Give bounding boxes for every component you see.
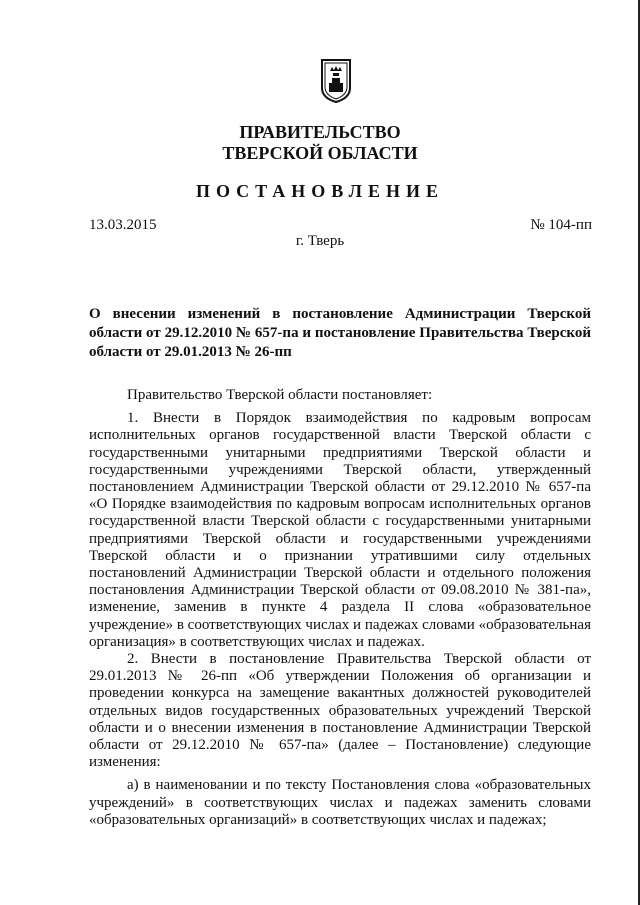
body-intro: Правительство Тверской области постановляет: (127, 387, 433, 403)
document-subject: О внесении изменений в постановление Администрации Тверской области от 29.12.2010 № 657-па и постановление Правительства Тверской области от 29.01.2013 № 26-пп (89, 306, 591, 360)
government-title-line1: ПРАВИТЕЛЬСТВО (239, 122, 401, 142)
body-item-2: 2. Внести в постановление Правительства Тверской области от 29.01.2013 № 26-пп «Об утверждении Положения об организации и проведении конкурса на замещение вакантных должностей руководителей отдельных видов государственных образовательных учреждений Тверской области и о внесении изменения в постановление Администрации Тверской области от 29.12.2010 № 657-па» (далее – Постановление) следующие изменения: (89, 651, 591, 771)
document-body (89, 387, 591, 829)
government-title (0, 122, 640, 164)
document-city: г. Тверь (295, 233, 345, 249)
body-item-1: 1. Внести в Порядок взаимодействия по кадровым вопросам исполнительных органов государственной власти Тверской области с государственными унитарными предприятиями Тверской области и государственными учреждениями Тверской области, утвержденный постановлением Администрации Тверской области от 29.12.2010 № 657-па «О Порядке взаимодействия по кадровым вопросам исполнительных органов государственной власти Тверской области с государственными унитарными предприятиями Тверской области и государственными учреждениями Тверской области и о признании утратившими силу отдельных постановлений Администрации Тверской области и отдельного положения постановления Администрации Тверской области от 09.08.2010 № 381-па», изменение, заменив в пункте 4 раздела II слова «образовательное учреждение» в соответствующих числах и падежах словами «образовательная организация» в соответствующих числах и падежах. (89, 410, 591, 650)
document-number: № 104-пп (530, 217, 592, 233)
coat-of-arms-icon (320, 58, 352, 104)
government-title-line2: ТВЕРСКОЙ ОБЛАСТИ (222, 143, 418, 163)
document-date: 13.03.2015 (89, 217, 157, 233)
body-item-2a: а) в наименовании и по тексту Постановления слова «образовательных учреждений» в соответствующих числах и падежах заменить словами «образовательных организаций» в соответствующих числах и падежах; (89, 777, 591, 828)
document-type: ПОСТАНОВЛЕНИЕ (195, 181, 445, 201)
